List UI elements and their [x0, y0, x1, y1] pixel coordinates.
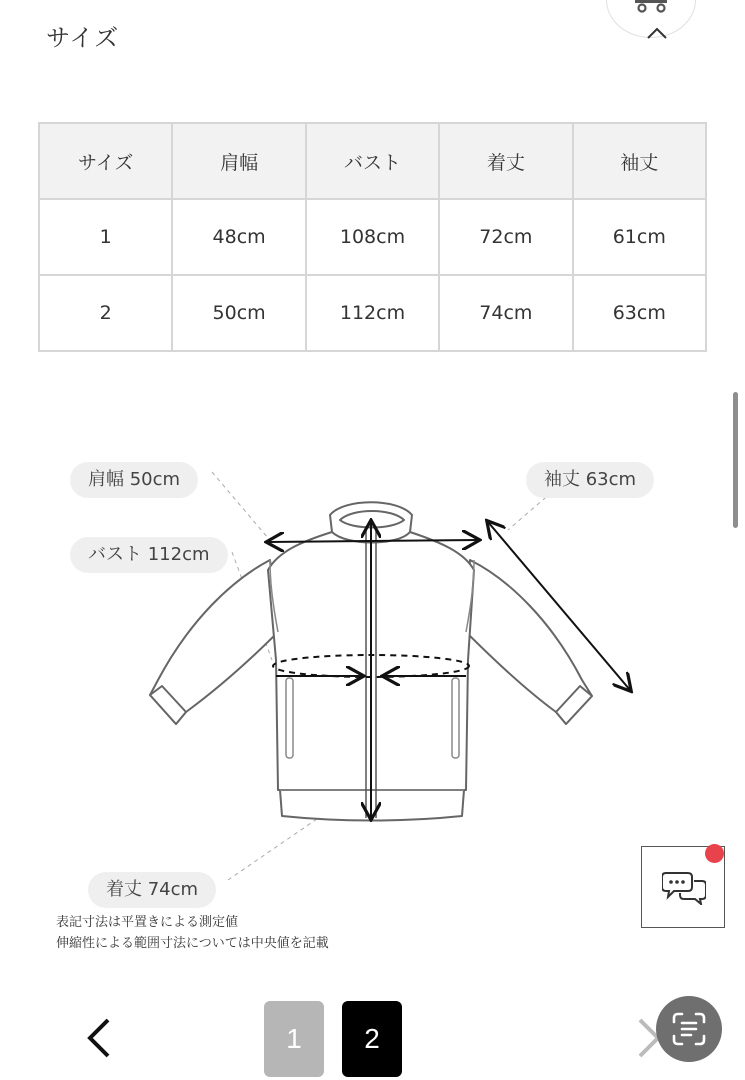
table-cell: 72cm [439, 199, 572, 275]
table-cell: 2 [39, 275, 172, 351]
chat-icon [662, 869, 706, 905]
text-scan-icon [672, 1012, 706, 1046]
table-row [39, 199, 706, 275]
table-cell: 108cm [306, 199, 439, 275]
table-cell: 1 [39, 199, 172, 275]
scrollbar[interactable] [733, 392, 738, 528]
header-size: サイズ [39, 123, 172, 199]
bust-label: バスト 112cm [70, 537, 228, 573]
table-header-row [39, 123, 706, 199]
table-cell: 74cm [439, 275, 572, 351]
section-title: サイズ [46, 24, 120, 52]
measurement-note: 表記寸法は平置きによる測定値 [56, 915, 239, 930]
cart-icon [633, 0, 671, 13]
length-label: 着丈 74cm [88, 872, 216, 908]
table-cell: 50cm [172, 275, 305, 351]
page-button-2[interactable]: 2 [342, 1001, 402, 1077]
notification-badge [705, 844, 724, 863]
header-length: 着丈 [439, 123, 572, 199]
chevron-left-icon[interactable] [80, 1012, 120, 1064]
measurement-note: 伸縮性による範囲寸法については中央値を記載 [56, 936, 329, 951]
header-sleeve: 袖丈 [573, 123, 706, 199]
sleeve-label: 袖丈 63cm [526, 462, 654, 498]
table-cell: 112cm [306, 275, 439, 351]
header-bust: バスト [306, 123, 439, 199]
page-button-1[interactable]: 1 [264, 1001, 324, 1077]
chevron-up-icon[interactable] [646, 26, 668, 40]
table-row [39, 275, 706, 351]
table-cell: 48cm [172, 199, 305, 275]
jacket-diagram [0, 380, 745, 880]
header-shoulder: 肩幅 [172, 123, 305, 199]
table-cell: 63cm [573, 275, 706, 351]
text-scan-button[interactable] [656, 996, 722, 1062]
shoulder-label: 肩幅 50cm [70, 462, 198, 498]
size-table [38, 122, 707, 352]
table-cell: 61cm [573, 199, 706, 275]
